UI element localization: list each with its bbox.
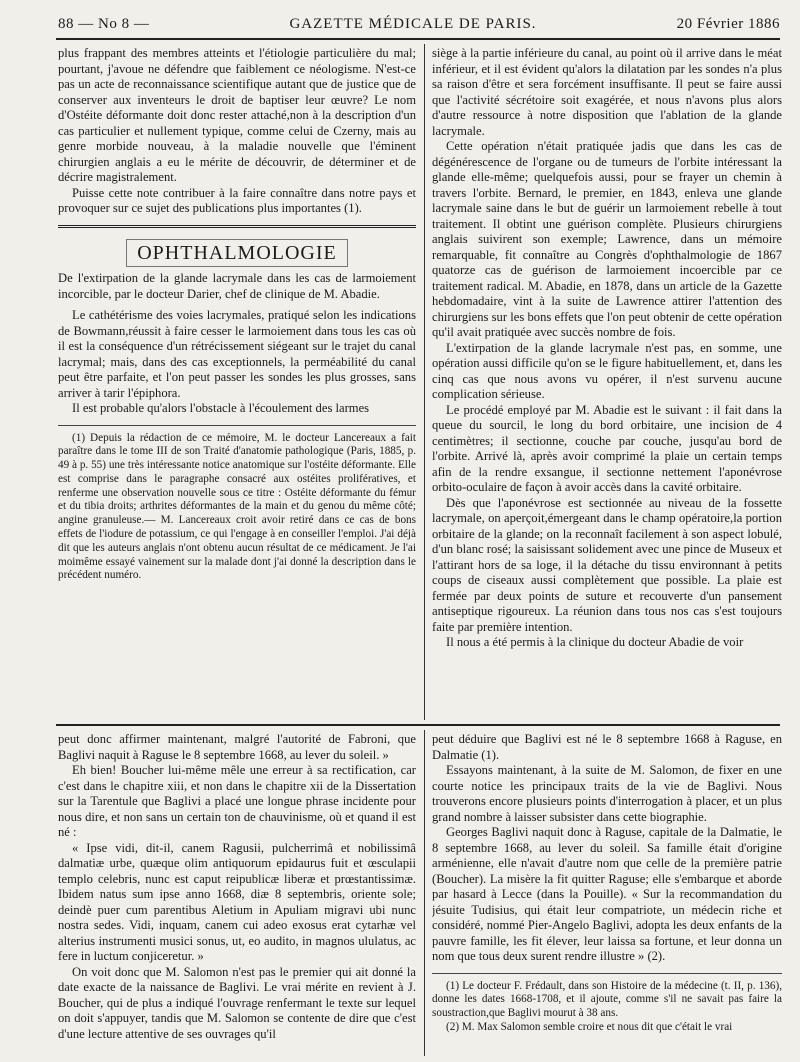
paragraph: On voit donc que M. Salomon n'est pas le premier qui ait donné la date exacte de la naissance de Baglivi. Le vrai mérite en revient à J. Boucher, qui de plus a indiqué l'ouvrage renfermant le texte sur lequel on doit s'appuyer, tandis que M. Salomon se contente de dire que c'est d'une lecture attentive de ses ouvrages qu'il <box>58 964 416 1041</box>
column-divider <box>424 730 425 1056</box>
paragraph: L'extirpation de la glande lacrymale n'est pas, en somme, une opération aussi difficile qu'on se le figure habituellement, et, dans les cinq cas que nous avons vu opérer, il n'est survenu aucune complication sérieuse. <box>432 340 782 401</box>
section-rule <box>58 225 416 228</box>
paragraph: plus frappant des membres atteints et l'étiologie particulière du mal; pourtant, j'avoue ne défendre que faiblement ce néologisme. N'est-ce pas un acte de reconnaissance scientifique autant que de justice que de conserver aux inventeurs le droit de baptiser leur œuvre? Le nom d'Ostéite déformante doit donc rester attaché,non à la description d'un cas particulier et nullement typique, comme celui de Czerny, mais au genre morbide nouveau, à la maladie nouvelle que l'éminent chirurgien anglais a eu le mérite de découvrir, de déterminer et de décrire magistralement. <box>58 46 416 184</box>
footnote-rule <box>432 973 782 974</box>
header-rule <box>56 38 780 40</box>
issue-date: 20 Février 1886 <box>676 15 780 32</box>
paragraph: peut déduire que Baglivi est né le 8 septembre 1668 à Raguse, en Dalmatie (1). <box>432 732 782 762</box>
lower-left-column <box>58 732 416 1052</box>
paragraph: Dès que l'aponévrose est sectionnée au niveau de la fossette lacrymale, on aperçoit,émergeant dans le champ opératoire,la portion orbitaire de la glande; on la reconnaît facilement à son aspect lobulé, d'un blanc rosé; la saisissant solidement avec une pince de Museux et l'attirant hors de sa loge, il la détache du tissu environnant à petits coups de ciseaux aussi complètement que possible. La plaie est fermée par deux points de suture et recouverte d'un pansement antiseptique rigoureux. La réunion dans tous nos cas s'est toujours faite par première intention. <box>432 495 782 634</box>
paragraph: siège à la partie inférieure du canal, au point où il arrive dans le méat inférieur, et il est évident qu'alors la dilatation par les sondes n'a plus sa raison d'être et sera forcément insuffisante. Il peut se faire aussi que l'activité sécrétoire soit exagérée, et nous n'avons plus alors d'autre ressource à notre disposition que l'ablation de la glande lacrymale. <box>432 46 782 138</box>
footnote: (1) Depuis la rédaction de ce mémoire, M. le docteur Lancereaux a fait paraître dans le tome III de son Traité d'anatomie pathologique (Paris, 1885, p. 49 à p. 55) une très intéressante notice anatomique sur l'ostéite déformante. Elle est comprise dans le paragraphe consacré aux ostéites prolifératives, et renferme une observation nouvelle sous ce titre : Ostéite déformante du fémur et du tibia droits; arthrites déformantes de la main et du genou du même côté; angine granuleuse.— M. Lancereaux croit avoir retiré dans ce cas de bons effets de l'iodure de potassium, ce qui l'engage à en conseiller l'emploi. J'ai déjà dit que les auteurs anglais n'ont obtenu aucun résultat de ce médicament. Je l'ai moimême essayé vainement sur la malade dont j'ai donné la description dans le précédent numéro. <box>58 431 416 582</box>
page-header <box>58 12 780 36</box>
section-title: OPHTHALMOLOGIE <box>126 239 348 267</box>
section-heading <box>58 241 416 264</box>
feuilleton-rule <box>56 724 780 726</box>
page-number: 88 — No 8 — <box>58 15 150 32</box>
article-subtitle: De l'extirpation de la glande lacrymale dans les cas de larmoiement incorcible, par le docteur Darier, chef de clinique de M. Abadie. <box>58 271 416 301</box>
paragraph: Georges Baglivi naquit donc à Raguse, capitale de la Dalmatie, le 8 septembre 1668, au lever du soleil. Sa famille était d'origine arménienne, elle n'avait d'autre nom que celle de la première patrie (Boucher). La misère la fit quitter Raguse; elle s'embarque et aborde par hasard à Lecce (dans la Pouille). « Sur la recommandation du jésuite Tudisius, qui était leur compatriote, un médecin riche et considéré, nommé Pier-Angelo Baglivi, adopta les deux enfants de la pauvre famille, les fit élever, leur laissa sa fortune, et leur donna un nom que tous deux surent rendre illustre » (2). <box>432 825 782 963</box>
paragraph: Essayons maintenant, à la suite de M. Salomon, de fixer en une courte notice les principaux traits de la vie de Baglivi. Nous trouverons encore plusieurs points d'interrogation à placer, et un plus grand nombre à laisser subsister dans cette biographie. <box>432 763 782 824</box>
footnote: (2) M. Max Salomon semble croire et nous dit que c'était le vrai <box>446 1020 733 1033</box>
journal-title: GAZETTE MÉDICALE DE PARIS. <box>289 15 537 32</box>
paragraph: Il nous a été permis à la clinique du docteur Abadie de voir <box>446 635 744 649</box>
footnote-rule <box>58 425 416 426</box>
paragraph: Puisse cette note contribuer à la faire connaître dans notre pays et provoquer sur ce sujet des publications plus importantes (1). <box>58 185 416 215</box>
lower-right-column <box>432 732 782 1054</box>
paragraph: peut donc affirmer maintenant, malgré l'autorité de Fabroni, que Baglivi naquit à Raguse le 8 septembre 1668, au lever du soleil. » <box>58 732 416 762</box>
footnote: (1) Le docteur F. Frédault, dans son Histoire de la médecine (t. II, p. 136), donne les dates 1668-1708, et il ajoute, comme s'il ne savait pas faire la soustraction,que Baglivi mourut à 38 ans. <box>432 979 782 1020</box>
paragraph: Il est probable qu'alors l'obstacle à l'écoulement des larmes <box>72 401 370 415</box>
upper-left-column <box>58 46 416 716</box>
paragraph: Eh bien! Boucher lui-même mêle une erreur à sa rectification, car c'est dans le chapitre xiii, et non dans le chapitre xii de la Dissertation sur la Tarentule que Baglivi a placé une longue phrase incidente pour nous dire, et non sans un certain ton de chauvinisme, où et quand il est né : <box>58 763 416 839</box>
column-divider <box>424 44 425 720</box>
paragraph: Le procédé employé par M. Abadie est le suivant : il fait dans la queue du sourcil, le long du bord orbitaire, une incision de 4 centimètres; il sectionne, couche par couche, jusqu'au bord de l'orbite. Arrivé là, après avoir comprimé la plaie un certain temps afin de la rendre exsangue, il sectionne nettement l'aponévrose orbito-oculaire de façon à avoir accès dans la cavité orbitaire. <box>432 402 782 494</box>
paragraph: Le cathétérisme des voies lacrymales, pratiqué selon les indications de Bowmann,réussit à faire cesser le larmoiement dans tous les cas où il est la conséquence d'un rétrécissement siégeant sur le trajet du canal lacrymal; mais, dans des cas exceptionnels, la perméabilité du canal peut être parfaite, et l'on peut passer les sondes les plus grosses, sans arriver à tarir l'épiphora. <box>58 308 416 400</box>
paragraph: « Ipse vidi, dit-il, canem Ragusii, pulcherrimâ et nobilissimâ dalmatiæ urbe, quæque olim antiquorum epidaurus fuit et œsculapii templo celebris, nunc est caput reipublicæ liberæ et prœstantissimæ. Ibidem natus sum ipse anno 1668, diæ 8 septembris, oriente sole; deindè puer cum parentibus Aletium in Apuliam migravi ubi nunc nostra sedes. Vidi, inquam, canem cui adeo exosus erat cytarhæ vel alterius instrumenti musici sonus, ut, eo audito, in magnos ululatus, ac fere in luctum conjiceretur. » <box>58 840 416 963</box>
paragraph: Cette opération n'était pratiquée jadis que dans les cas de dégénérescence de l'organe ou de tumeurs de l'orbite intéressant la glande elle-même; quelquefois aussi, pour se frayer un chemin à travers l'orbite. Bernard, le premier, en 1843, enleva une glande lacrymale saine dans le but de guérir un larmoiement rebelle à tout traitement. Il obtint une guérison complète. Plusieurs chirurgiens anglais suivirent son exemple; Lawrence, dans un mémoire remarquable, fit connaître au Congrès d'ophthalmologie de 1867 quatorze cas de guérison de larmoiement incoercible par ce traitement radical. M. Abadie, en 1878, dans un article de la Gazette hebdomadaire, vint à la suite de Lawrence attirer l'attention des chirurgiens sur les bons effets que l'on peut obtenir de cette opération qu'il avait pratiquée avec succès nombre de fois. <box>432 139 782 339</box>
upper-right-column <box>432 46 782 718</box>
